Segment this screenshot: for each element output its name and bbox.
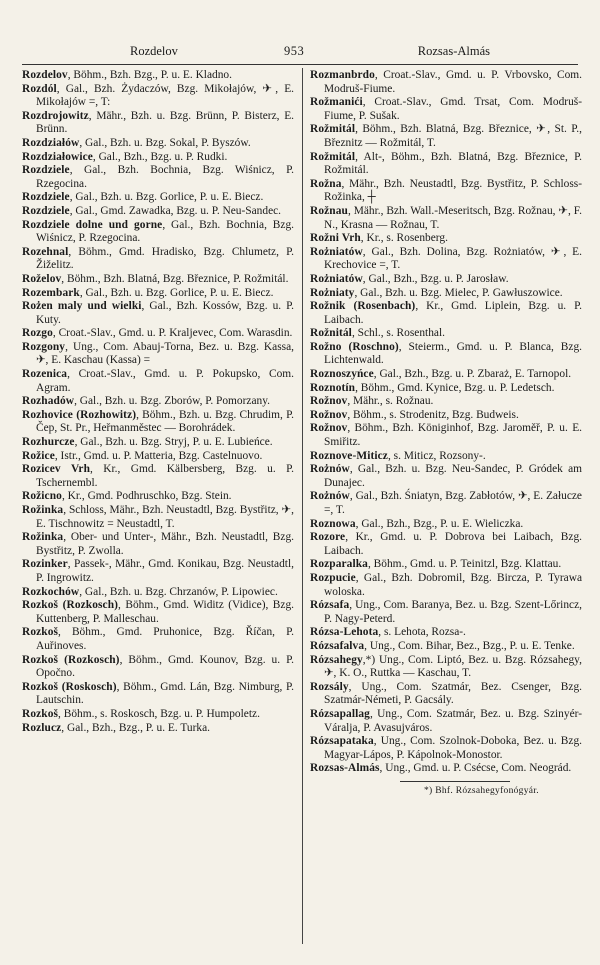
gazetteer-entry: Rozenica, Croat.-Slav., Gmd. u. P. Pokupsko, Com. Agram. bbox=[22, 368, 294, 394]
page-number: 953 bbox=[284, 44, 305, 58]
gazetteer-entry: Rožni Vrh, Kr., s. Rosenberg. bbox=[310, 232, 448, 245]
entry-headword: Rozdziele bbox=[22, 191, 70, 204]
gazetteer-entry: Rozkochów, Gal., Bzh. u. Bzg. Chrzanów, P. Lipowiec. bbox=[22, 585, 278, 598]
entry-headword: Rózsa-Lehota bbox=[310, 626, 379, 639]
entry-headword: Rožicno bbox=[22, 490, 62, 503]
entry-headword: Rozdziele bbox=[22, 204, 70, 217]
header-rule bbox=[22, 64, 578, 65]
gazetteer-entry: Rozdziałów, Gal., Bzh. u. Bzg. Sokal, P. Byszów. bbox=[22, 136, 251, 149]
gazetteer-entry: Rožmitál, Alt-, Böhm., Bzh. Blatná, Bzg. Březnice, P. Rožmitál. bbox=[310, 150, 582, 177]
gazetteer-entry: Rozdrojowitz, Mähr., Bzh. u. Bzg. Brünn, P. Bisterz, E. Brünn. bbox=[22, 109, 294, 136]
gazetteer-entry: Rozmanbrdo, Croat.-Slav., Gmd. u. P. Vrbovsko, Com. Modruš-Fiume. bbox=[310, 69, 582, 95]
gazetteer-entry: Rožmitál, Böhm., Bzh. Blatná, Bzg. Březnice, ✈, St. P., Březnitz — Rožmitál, T. bbox=[310, 123, 582, 149]
gazetteer-entry: Rozdziałowice, Gal., Bzh., Bzg. u. P. Rudki. bbox=[22, 150, 228, 163]
gazetteer-entry: Rozdziele dolne und gorne, Gal., Bzh. Bochnia, Bzg. Wiśnicz, P. Rzegocina. bbox=[22, 218, 294, 245]
entry-headword: Rózsahegy bbox=[310, 653, 363, 666]
entry-headword: Rozicev Vrh bbox=[22, 463, 91, 476]
entry-headword: Rozdrojowitz bbox=[22, 109, 89, 122]
entry-headword: Rozlucz bbox=[22, 721, 62, 734]
gazetteer-entry: Rožnov, Böhm., s. Strodenitz, Bzg. Budweis. bbox=[310, 408, 519, 421]
gazetteer-entry: Rózsahegy,*) Ung., Com. Liptó, Bez. u. Bzg. Rózsahegy, ✈, K. O., Ruttka — Kaschau, T. bbox=[310, 653, 582, 680]
gazetteer-entry: Rozgo, Croat.-Slav., Gmd. u. P. Kraljevec, Com. Warasdin. bbox=[22, 327, 293, 340]
gazetteer-entry: Rožnov, Mähr., s. Rožnau. bbox=[310, 395, 434, 408]
entry-headword: Rozhadów bbox=[22, 395, 75, 408]
entry-headword: Roznove-Miticz bbox=[310, 449, 388, 462]
gazetteer-entry: Rozkoš (Rozkosch), Böhm., Gmd. Kounov, Bzg. u. P. Opočno. bbox=[22, 653, 294, 680]
gazetteer-entry: Rozlucz, Gal., Bzh., Bzg., P. u. E. Turka. bbox=[22, 721, 211, 734]
gazetteer-entry: Rozhovice (Rozhowitz), Böhm., Bzh. u. Bzg. Chrudim, P. Čep, St. Pr., Heřmanměstec — Borohrádek. bbox=[22, 408, 294, 435]
page-header bbox=[22, 44, 578, 64]
entry-headword: Rožice bbox=[22, 449, 55, 462]
entry-headword: Roznotín bbox=[310, 381, 356, 394]
entry-headword: Rózsafalva bbox=[310, 639, 365, 652]
entry-headword: Rozsas-Almás bbox=[310, 762, 380, 775]
left-column bbox=[22, 69, 294, 949]
gazetteer-entry: Rozdziele, Gal., Gmd. Zawadka, Bzg. u. P. Neu-Sandec. bbox=[22, 204, 282, 217]
gazetteer-entry: Rozkoš (Rozkosch), Böhm., Gmd. Widitz (Vidice), Bzg. Kuttenberg, P. Malleschau. bbox=[22, 599, 294, 625]
entry-headword: Rožna bbox=[310, 177, 342, 190]
entry-headword: Rozkoš (Rozkosch) bbox=[22, 599, 119, 612]
gazetteer-entry: Rožinka, Schloss, Mähr., Bzh. Neustadtl, Bzg. Bystřitz, ✈, E. Tischnowitz = Neustadtl, T. bbox=[22, 504, 294, 530]
gazetteer-entry: Rozkoš, Böhm., s. Roskosch, Bzg. u. P. Humpoletz. bbox=[22, 707, 260, 720]
entry-headword: Rózsafa bbox=[310, 599, 350, 612]
entry-headword: Rozhurcze bbox=[22, 436, 75, 449]
entry-headword: Rožinka bbox=[22, 504, 64, 516]
gazetteer-entry: Rożen maly und wielki, Gal., Bzh. Kossów, Bzg. u. P. Kuty. bbox=[22, 300, 294, 326]
entry-headword: Rozkoš bbox=[22, 626, 59, 639]
gazetteer-entry: Rozkoš (Roskosch), Böhm., Gmd. Lán, Bzg. Nimburg, P. Lautschin. bbox=[22, 680, 294, 707]
gazetteer-entry: Rożnów, Gal., Bzh. u. Bzg. Neu-Sandec, P. Gródek am Dunajec. bbox=[310, 463, 582, 489]
entry-headword: Rozmanbrdo bbox=[310, 69, 375, 81]
gazetteer-entry: Rozkoš, Böhm., Gmd. Pruhonice, Bzg. Říčan, P. Auřinoves. bbox=[22, 626, 294, 652]
footnote: *) Bhf. Rózsahegyfonógyár. bbox=[424, 785, 539, 796]
gazetteer-entry: Rozparalka, Böhm., Gmd. u. P. Teinitzl, Bzg. Klattau. bbox=[310, 558, 562, 571]
gazetteer-entry: Rozicev Vrh, Kr., Gmd. Kälbersberg, Bzg. u. P. Tschernembl. bbox=[22, 463, 294, 489]
gazetteer-entry: Rozhurcze, Gal., Bzh. u. Bzg. Stryj, P. u. E. Lubieńce. bbox=[22, 436, 273, 449]
entry-headword: Rožnov bbox=[310, 408, 348, 421]
entry-headword: Rozkoš (Rozkosch) bbox=[22, 653, 120, 666]
gazetteer-entry: Rozdziele, Gal., Bzh. Bochnia, Bzg. Wiśnicz, P. Rzegocina. bbox=[22, 164, 294, 190]
entry-headword: Rożnów bbox=[310, 463, 350, 476]
gazetteer-entry: Rożniaty, Gal., Bzh. u. Bzg. Mielec, P. Gawłuszowice. bbox=[310, 286, 563, 299]
header-left-keyword: Rozdelov bbox=[130, 44, 178, 58]
entry-headword: Rozenica bbox=[22, 368, 68, 381]
gazetteer-entry: Rozdól, Gal., Bzh. Żydaczów, Bzg. Mikołajów, ✈, E. Mikołajów =, T: bbox=[22, 82, 294, 109]
entry-headword: Roznowa bbox=[310, 517, 356, 530]
header-right-keyword: Rozsas-Almás bbox=[417, 44, 490, 58]
entry-headword: Rozparalka bbox=[310, 558, 368, 571]
entry-headword: Rozore bbox=[310, 531, 346, 544]
entry-headword: Rozgony bbox=[22, 340, 66, 353]
entry-headword: Rožmanići bbox=[310, 96, 363, 109]
entry-headword: Rožno (Roschno) bbox=[310, 340, 399, 353]
gazetteer-entry: Rozsály, Ung., Com. Szatmár, Bez. Csenger, Bzg. Szatmár-Németi, P. Gacsály. bbox=[310, 680, 582, 707]
gazetteer-entry: Rozpucie, Gal., Bzh. Dobromil, Bzg. Bircza, P. Tyrawa woloska. bbox=[310, 571, 582, 598]
gazetteer-entry: Rožno (Roschno), Steierm., Gmd. u. P. Blanca, Bzg. Lichtenwald. bbox=[310, 340, 582, 367]
entry-headword: Rožnov bbox=[310, 422, 348, 435]
gazetteer-entry: Rožicno, Kr., Gmd. Podhruschko, Bzg. Stein. bbox=[22, 490, 232, 503]
gazetteer-entry: Rożniatów, Gal., Bzh., Bzg. u. P. Jarosław. bbox=[310, 272, 509, 285]
entry-headword: Rozpucie bbox=[310, 571, 356, 584]
footnote-rule bbox=[400, 781, 510, 782]
gazetteer-entry: Rozehnal, Böhm., Gmd. Hradisko, Bzg. Chlumetz, P. Žiželitz. bbox=[22, 245, 294, 272]
gazetteer-entry: Rožinka, Ober- und Unter-, Mähr., Bzh. Neustadtl, Bzg. Bystřitz, P. Zwolla. bbox=[22, 531, 294, 557]
entry-headword: Rożniatów bbox=[310, 245, 363, 258]
gazetteer-entry: Rožmanići, Croat.-Slav., Gmd. Trsat, Com. Modruš-Fiume, P. Sušak. bbox=[310, 96, 582, 122]
entry-headword: Roželov bbox=[22, 272, 62, 285]
entry-headword: Rozdziele dolne und gorne bbox=[22, 218, 163, 231]
entry-headword: Rozinker bbox=[22, 558, 68, 571]
entry-headword: Rozehnal bbox=[22, 245, 69, 258]
gazetteer-entry: Rožnau, Mähr., Bzh. Wall.-Meseritsch, Bzg. Rožnau, ✈, F. N., Krasna — Rožnau, T. bbox=[310, 204, 582, 231]
entry-headword: Rožmitál bbox=[310, 150, 356, 163]
gazetteer-entry: Rozdziele, Gal., Bzh. u. Bzg. Gorlice, P. u. E. Biecz. bbox=[22, 191, 264, 204]
gazetteer-entry: Rozinker, Passek-, Mähr., Gmd. Konikau, Bzg. Neustadtl, P. Ingrowitz. bbox=[22, 558, 294, 584]
entry-headword: Rozsály bbox=[310, 680, 349, 693]
gazetteer-entry: Rózsapallag, Ung., Com. Szatmár, Bez. u. Bzg. Szinyér-Váralja, P. Avasujváros. bbox=[310, 707, 582, 734]
gazetteer-entry: Rożniatów, Gal., Bzh. Dolina, Bzg. Rożniatów, ✈, E. Krechovice =, T. bbox=[310, 245, 582, 272]
entry-headword: Rožmitál bbox=[310, 123, 356, 136]
entry-headword: Rožnik (Rosenbach) bbox=[310, 300, 416, 313]
gazetteer-entry: Rozembark, Gal., Bzh. u. Bzg. Gorlice, P. u. E. Biecz. bbox=[22, 286, 274, 299]
gazetteer-entry: Rózsapataka, Ung., Com. Szolnok-Doboka, Bez. u. Bzg. Magyar-Lápos, P. Kápolnok-Monostor. bbox=[310, 735, 582, 761]
gazetteer-entry: Rózsafa, Ung., Com. Baranya, Bez. u. Bzg. Szent-Lőrincz, P. Nagy-Peterd. bbox=[310, 599, 582, 625]
gazetteer-entry: Rózsafalva, Ung., Com. Bihar, Bez., Bzg., P. u. E. Tenke. bbox=[310, 639, 575, 652]
entry-headword: Rožinka bbox=[22, 531, 64, 544]
gazetteer-entry: Rozgony, Ung., Com. Abauj-Torna, Bez. u. Bzg. Kassa, ✈, E. Kaschau (Kassa) = bbox=[22, 340, 294, 367]
entry-headword: Rozdziałowice bbox=[22, 150, 93, 163]
entry-headword: Rożen maly und wielki bbox=[22, 300, 142, 313]
gazetteer-entry: Rožnov, Böhm., Bzh. Königinhof, Bzg. Jaroměř, P. u. E. Smiřitz. bbox=[310, 422, 582, 449]
gazetteer-entry: Rozhadów, Gal., Bzh. u. Bzg. Zborów, P. Pomorzany. bbox=[22, 395, 271, 408]
entry-headword: Roznoszyńce bbox=[310, 368, 374, 381]
entry-headword: Rozkoš bbox=[22, 707, 59, 720]
gazetteer-entry: Rožnik (Rosenbach), Kr., Gmd. Liplein, Bzg. u. P. Laibach. bbox=[310, 300, 582, 326]
entry-headword: Rozdziałów bbox=[22, 136, 80, 149]
gazetteer-entry: Rožice, Istr., Gmd. u. P. Matteria, Bzg. Castelnuovo. bbox=[22, 449, 263, 462]
entry-headword: Rožni Vrh bbox=[310, 232, 361, 245]
gazetteer-entry: Roznoszyńce, Gal., Bzh., Bzg. u. P. Zbaraż, E. Tarnopol. bbox=[310, 368, 572, 381]
entry-headword: Rozhovice (Rozhowitz) bbox=[22, 408, 137, 421]
entry-headword: Rožnitál bbox=[310, 327, 352, 340]
gazetteer-entry: Roželov, Böhm., Bzh. Blatná, Bzg. Březnice, P. Rožmitál. bbox=[22, 272, 289, 285]
gazetteer-entry: Rožnitál, Schl., s. Rosenthal. bbox=[310, 327, 445, 340]
entry-headword: Rozembark bbox=[22, 286, 80, 299]
gazetteer-entry: Roznowa, Gal., Bzh., Bzg., P. u. E. Wieliczka. bbox=[310, 517, 524, 530]
gazetteer-entry: Roznove-Miticz, s. Miticz, Rozsony-. bbox=[310, 449, 486, 462]
entry-headword: Rozkochów bbox=[22, 585, 80, 598]
entry-headword: Rożniaty bbox=[310, 286, 355, 299]
entry-headword: Rozdól bbox=[22, 82, 57, 95]
entry-headword: Rózsapataka bbox=[310, 735, 374, 748]
gazetteer-entry: Rozdelov, Böhm., Bzh. Bzg., P. u. E. Kladno. bbox=[22, 69, 232, 81]
gazetteer-entry: Rożnów, Gal., Bzh. Śniatyn, Bzg. Zabłotów, ✈, E. Załucze =, T. bbox=[310, 490, 582, 516]
entry-headword: Rožnov bbox=[310, 395, 348, 408]
entry-headword: Rozdziele bbox=[22, 164, 70, 177]
entry-headword: Rożniatów bbox=[310, 272, 363, 285]
entry-headword: Rózsapallag bbox=[310, 707, 370, 720]
gazetteer-entry: Rozore, Kr., Gmd. u. P. Dobrova bei Laibach, Bzg. Laibach. bbox=[310, 531, 582, 557]
entry-headword: Rožnau bbox=[310, 204, 348, 217]
entry-headword: Rożnów bbox=[310, 490, 350, 503]
right-column bbox=[310, 69, 582, 949]
gazetteer-entry: Rozsas-Almás, Ung., Gmd. u. P. Csécse, Com. Neográd. bbox=[310, 762, 572, 775]
gazetteer-entry: Roznotín, Böhm., Gmd. Kynice, Bzg. u. P. Ledetsch. bbox=[310, 381, 555, 394]
gazetteer-entry: Rózsa-Lehota, s. Lehota, Rozsa-. bbox=[310, 626, 466, 639]
entry-headword: Rozgo bbox=[22, 327, 53, 340]
entry-headword: Rozkoš (Roskosch) bbox=[22, 680, 117, 693]
column-divider bbox=[302, 68, 303, 944]
entry-headword: Rozdelov bbox=[22, 69, 68, 81]
gazetteer-entry: Rožna, Mähr., Bzh. Neustadtl, Bzg. Bystřitz, P. Schloss-Rožinka, ┼ bbox=[310, 177, 582, 204]
